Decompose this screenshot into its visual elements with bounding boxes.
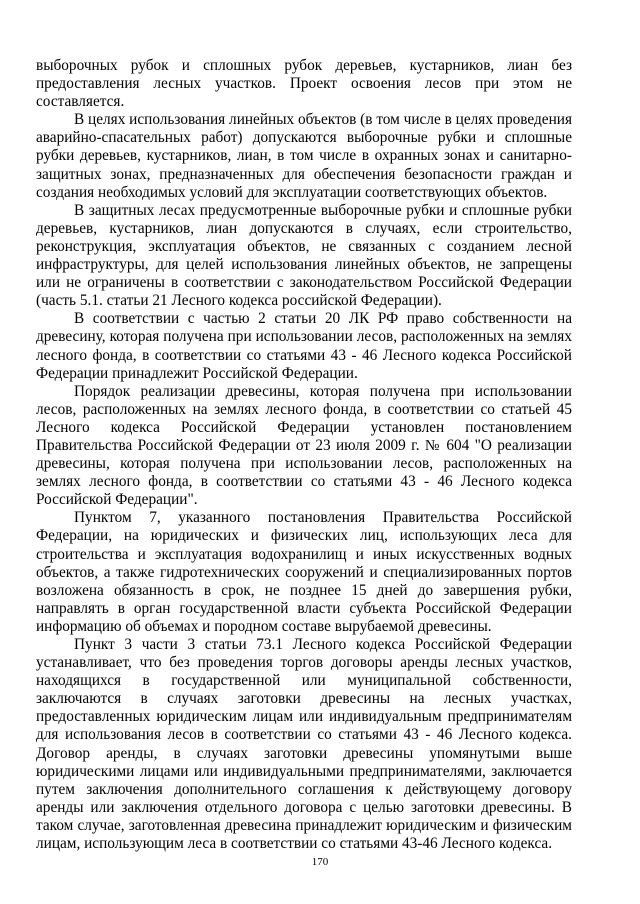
paragraph-sale-procedure: Порядок реализации древесины, которая получена при использовании лесов, расположенных на землях лесного фонда, в соответствии со статьей 45 Лесного кодекса Российской Федерации установлен постановлением Правительства Российской Федерации от 23 июля 2009 г. № 604 "О реализации древесины, которая получена при использовании лесов, расположенных на землях лесного фонда, в соответствии со статьями 43 - 46 Лесного кодекса Российской Федерации". (36, 382, 572, 509)
paragraph-protective-forests: В защитных лесах предусмотренные выборочные рубки и сплошные рубки деревьев, кустарников, лиан допускаются в случаях, если строительство, реконструкция, эксплуатация объектов, не связанных с созданием лесной инфраструктуры, для целей использования линейных объектов, не запрещены или не ограничены в соответствии с законодательством Российской Федерации (часть 5.1. статьи 21 Лесного кодекса российской Федерации). (36, 201, 572, 310)
paragraph-point-7: Пунктом 7, указанного постановления Правительства Российской Федерации, на юридических и физических лиц, использующих леса для строительства и эксплуатация водохранилищ и иных искусственных водных объектов, а также гидротехнических сооружений и специализированных портов возложена обязанность в срок, не позднее 15 дней до завершения рубки, направлять в орган государственной власти субъекта Российской Федерации информацию об объемах и породном составе вырубаемой древесины. (36, 509, 572, 635)
paragraph-lease-agreements: Пункт 3 части 3 статьи 73.1 Лесного кодекса Российской Федерации устанавливает, что без проведения торгов договоры аренды лесных участков, находящихся в государственной или муниципальной собственности, заключаются в случаях заготовки древесины на лесных участках, предоставленных юридическим лицам или индивидуальным предпринимателям для использования лесов в соответствии со статьями 43 - 46 Лесного кодекса. Договор аренды, в случаях заготовки древесины упомянутыми выше юридическими лицами или индивидуальными предпринимателями, заключается путем заключения дополнительного соглашения к действующему договору аренды или заключения отдельного договора с целью заготовки древесины. В таком случае, заготовленная древесина принадлежит юридическим и физическим лицам, использующим леса в соответствии со статьями 43-46 Лесного кодекса. (36, 636, 572, 853)
page-number: 170 (311, 856, 329, 868)
paragraph-linear-objects: В целях использования линейных объектов (в том числе в целях проведения аварийно-спасательных работ) допускаются выборочные рубки и сплошные рубки деревьев, кустарников, лиан, в том числе в охранных зонах и санитарно-защитных зонах, предназначенных для обеспечения безопасности граждан и создания необходимых условий для эксплуатации соответствующих объектов. (36, 111, 572, 201)
document-body (36, 57, 572, 853)
paragraph-ownership: В соответствии с частью 2 статьи 20 ЛК РФ право собственности на древесину, которая получена при использовании лесов, расположенных на землях лесного фонда, в соответствии со статьями 43 - 46 Лесного кодекса Российской Федерации принадлежит Российской Федерации. (36, 310, 572, 382)
paragraph-continuation: выборочных рубок и сплошных рубок деревьев, кустарников, лиан без предоставления лесных участков. Проект освоения лесов при этом не составляется. (36, 57, 572, 111)
